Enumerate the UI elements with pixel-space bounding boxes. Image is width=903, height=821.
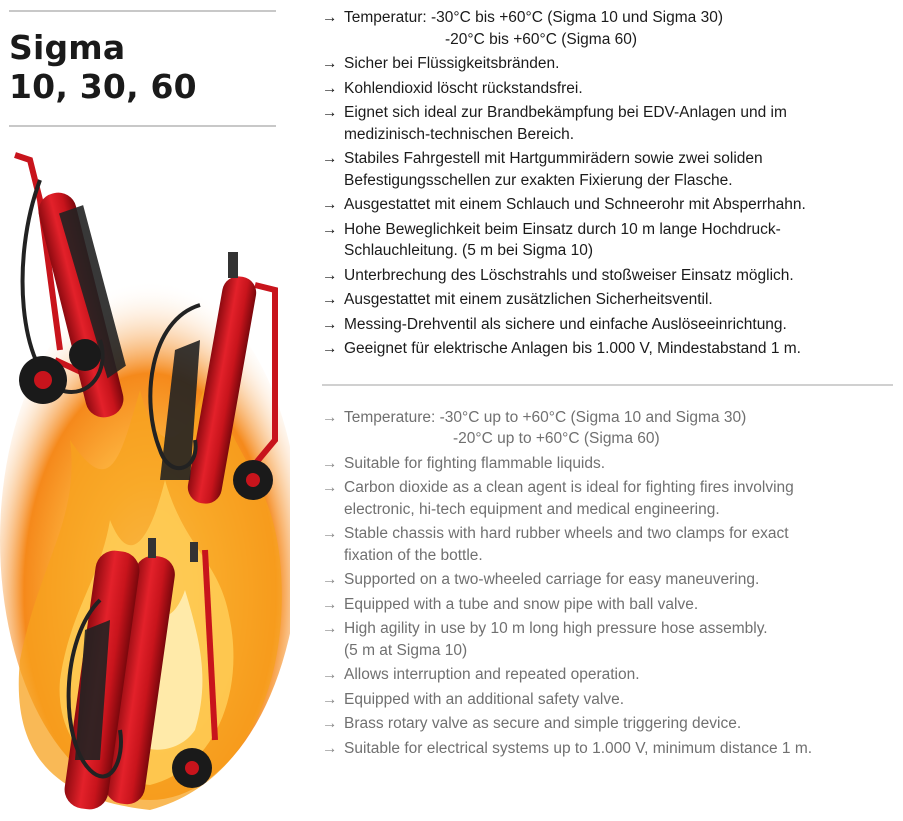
feature-text-line: Unterbrechung des Löschstrahls und stoßweiser Einsatz möglich. xyxy=(344,266,794,284)
arrow-right-icon: → xyxy=(322,9,338,26)
german-feature-list xyxy=(322,7,897,360)
arrow-right-icon: → xyxy=(322,690,338,708)
feature-text-line: Stable chassis with hard rubber wheels and two clamps for exact xyxy=(344,525,789,542)
arrow-right-icon: → xyxy=(322,315,338,333)
arrow-right-icon: → xyxy=(322,620,338,637)
feature-item xyxy=(322,453,897,475)
left-column xyxy=(0,0,290,821)
feature-item xyxy=(322,689,897,711)
feature-text-line: Supported on a two-wheeled carriage for easy maneuvering. xyxy=(344,571,760,588)
feature-text-line: Eignet sich ideal zur Brandbekämpfung bei EDV-Anlagen und im xyxy=(344,104,787,121)
arrow-right-icon: → xyxy=(322,220,338,238)
arrow-right-icon: → xyxy=(322,595,338,613)
feature-text-line: Suitable for electrical systems up to 1.000 V, minimum distance 1 m. xyxy=(344,739,813,757)
feature-text-line: Temperatur: -30°C bis +60°C (Sigma 10 und Sigma 30) xyxy=(344,9,723,26)
english-feature-list xyxy=(322,407,897,760)
feature-item xyxy=(322,594,897,616)
title-line-2: 10, 30, 60 xyxy=(9,67,197,106)
language-divider xyxy=(322,384,893,386)
arrow-right-icon: → xyxy=(322,55,338,72)
feature-text-line: (5 m at Sigma 10) xyxy=(344,641,468,659)
feature-text-line: Temperature: -30°C up to +60°C (Sigma 10 and Sigma 30) xyxy=(344,408,747,426)
arrow-right-icon: → xyxy=(322,454,338,472)
arrow-right-icon: → xyxy=(322,79,338,97)
feature-text-line: Suitable for fighting flammable liquids. xyxy=(344,454,606,472)
feature-text-line: Hohe Beweglichkeit beim Einsatz durch 10 m lange Hochdruck- xyxy=(344,220,781,238)
arrow-right-icon: → xyxy=(322,479,338,496)
arrow-right-icon: → xyxy=(322,525,338,542)
feature-text-line: Kohlendioxid löscht rückstandsfrei. xyxy=(344,79,583,97)
arrow-right-icon: → xyxy=(322,739,338,757)
feature-item xyxy=(322,148,897,191)
feature-text-line: Messing-Drehventil als sichere und einfache Auslöseeinrichtung. xyxy=(344,315,787,333)
feature-text-line: Equipped with an additional safety valve. xyxy=(344,690,625,708)
arrow-right-icon: → xyxy=(322,715,338,732)
feature-text-line: medizinisch-technischen Bereich. xyxy=(344,125,575,143)
feature-item xyxy=(322,53,897,75)
feature-lists xyxy=(322,7,897,762)
title-bottom-rule xyxy=(9,125,276,127)
feature-text-line: Equipped with a tube and snow pipe with ball valve. xyxy=(344,595,699,613)
feature-text-line: Allows interruption and repeated operation. xyxy=(344,666,640,683)
feature-text-line: Carbon dioxide as a clean agent is ideal for fighting fires involving xyxy=(344,479,794,496)
feature-item xyxy=(322,713,897,735)
feature-text-line: -20°C up to +60°C (Sigma 60) xyxy=(453,430,660,447)
feature-item xyxy=(322,523,897,566)
feature-text-line: Brass rotary valve as secure and simple triggering device. xyxy=(344,715,742,732)
feature-item xyxy=(322,314,897,336)
feature-item xyxy=(322,7,897,50)
feature-item xyxy=(322,569,897,591)
arrow-right-icon: → xyxy=(322,104,338,121)
feature-text-line: Stabiles Fahrgestell mit Hartgummirädern sowie zwei soliden xyxy=(344,150,763,167)
arrow-right-icon: → xyxy=(322,571,338,588)
product-title xyxy=(9,28,197,106)
feature-item xyxy=(322,194,897,216)
feature-text-line: Befestigungsschellen zur exakten Fixierung der Flasche. xyxy=(344,171,733,189)
feature-text-line: electronic, hi-tech equipment and medical engineering. xyxy=(344,500,720,518)
arrow-right-icon: → xyxy=(322,666,338,683)
feature-text-line: Geeignet für elektrische Anlagen bis 1.000 V, Mindestabstand 1 m. xyxy=(344,340,801,357)
arrow-right-icon: → xyxy=(322,408,338,426)
arrow-right-icon: → xyxy=(322,196,338,213)
feature-text-line: Sicher bei Flüssigkeitsbränden. xyxy=(344,55,560,72)
feature-item xyxy=(322,407,897,450)
feature-item xyxy=(322,78,897,100)
arrow-right-icon: → xyxy=(322,340,338,357)
arrow-right-icon: → xyxy=(322,291,338,308)
feature-text-line: Ausgestattet mit einem Schlauch und Schneerohr mit Absperrhahn. xyxy=(344,196,806,213)
feature-text-line: -20°C bis +60°C (Sigma 60) xyxy=(445,30,638,48)
arrow-right-icon: → xyxy=(322,150,338,167)
feature-text-line: Schlauchleitung. (5 m bei Sigma 10) xyxy=(344,242,593,259)
feature-item xyxy=(322,265,897,287)
title-line-1: Sigma xyxy=(9,28,126,67)
feature-text-line: High agility in use by 10 m long high pressure hose assembly. xyxy=(344,620,768,637)
feature-item xyxy=(322,664,897,686)
feature-item xyxy=(322,477,897,520)
arrow-right-icon: → xyxy=(322,266,338,284)
feature-item xyxy=(322,738,897,760)
feature-item xyxy=(322,102,897,145)
feature-text-line: fixation of the bottle. xyxy=(344,546,483,564)
feature-item xyxy=(322,618,897,661)
title-top-rule xyxy=(9,10,276,12)
feature-item xyxy=(322,338,897,360)
feature-item xyxy=(322,289,897,311)
feature-item xyxy=(322,219,897,262)
co2-extinguisher-trolleys-image xyxy=(0,140,290,821)
feature-text-line: Ausgestattet mit einem zusätzlichen Sicherheitsventil. xyxy=(344,291,713,308)
